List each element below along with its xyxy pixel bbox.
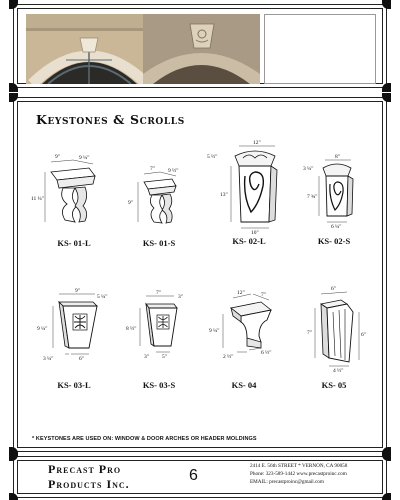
dimension-label: 9" bbox=[55, 154, 60, 160]
dimension-label: 7 ¾" bbox=[307, 194, 318, 200]
frame-corner bbox=[382, 93, 391, 102]
dimension-label: 7" bbox=[261, 292, 266, 298]
dimension-label: 2 ½" bbox=[223, 354, 234, 360]
keystone-arch-photo bbox=[26, 14, 153, 84]
footer-frame bbox=[13, 456, 387, 498]
section-title: Keystones & Scrolls bbox=[36, 112, 185, 127]
frame-corner bbox=[9, 493, 18, 500]
dimension-label: 3 ¼" bbox=[43, 356, 54, 362]
product-ks-03-s bbox=[114, 284, 204, 394]
ks-03-s-drawing bbox=[114, 284, 204, 374]
photo-strip-frame bbox=[13, 4, 387, 88]
dimension-label: 11 ¼" bbox=[31, 196, 45, 202]
product-ks-02-s bbox=[289, 146, 379, 256]
dimension-label: 3 ¼" bbox=[303, 166, 314, 172]
product-ks-05 bbox=[289, 278, 379, 388]
dimension-label: 6" bbox=[331, 286, 336, 292]
ks-02-s-drawing bbox=[289, 146, 379, 236]
frame-corner bbox=[9, 0, 18, 9]
product-code: KS- 02-L bbox=[232, 236, 266, 246]
company-name-line-1: Precast Pro bbox=[48, 462, 122, 476]
dimension-label: 6" bbox=[361, 332, 366, 338]
dimension-label: 7" bbox=[307, 330, 312, 336]
dimension-label: 6 ½" bbox=[261, 350, 272, 356]
frame-corner bbox=[9, 83, 18, 92]
dimension-label: 13" bbox=[220, 192, 228, 198]
page-number: 6 bbox=[189, 467, 198, 484]
dimension-label: 8 ½" bbox=[126, 326, 137, 332]
product-ks-01-s bbox=[114, 146, 204, 256]
dimension-label: 12" bbox=[253, 140, 261, 146]
dimension-label: 9 ¼" bbox=[79, 155, 90, 161]
dimension-label: 5 ¼" bbox=[97, 294, 108, 300]
product-ks-02-l bbox=[199, 136, 289, 246]
product-ks-03-l bbox=[29, 284, 119, 394]
phone-website-text: Phone: 323-589-1442 www.precastproinc.com bbox=[250, 470, 347, 477]
frame-corner bbox=[9, 93, 18, 102]
usage-note: * KEYSTONES ARE USED ON: WINDOW & DOOR ARCHES OR HEADER MOLDINGS bbox=[32, 436, 257, 442]
product-code: KS- 05 bbox=[321, 380, 347, 390]
address-text: 2414 E. 56th STREET * VERNON, CA 90058 bbox=[250, 463, 348, 469]
product-ks-04 bbox=[199, 284, 289, 394]
ks-05-drawing bbox=[289, 278, 379, 374]
dimension-label: 10" bbox=[251, 230, 259, 236]
frame-corner bbox=[382, 452, 391, 461]
dimension-label: 5 ½" bbox=[207, 154, 218, 160]
dimension-label: 6 ¼" bbox=[331, 224, 342, 230]
product-code: KS- 03-L bbox=[57, 380, 91, 390]
product-code: KS- 01-L bbox=[57, 238, 91, 248]
frame-corner bbox=[382, 83, 391, 92]
dimension-label: 8" bbox=[335, 154, 340, 160]
dimension-label: 9 ¼" bbox=[209, 328, 220, 334]
ks-04-drawing bbox=[199, 284, 289, 374]
ks-01-l-drawing bbox=[29, 146, 119, 236]
dimension-label: 12" bbox=[237, 290, 245, 296]
dimension-label: 9 ¼" bbox=[37, 326, 48, 332]
frame-corner bbox=[9, 452, 18, 461]
email-text: EMAIL: precastproinc@gmail.com bbox=[250, 478, 324, 485]
product-code: KS- 04 bbox=[231, 380, 257, 390]
ks-01-s-drawing bbox=[114, 146, 204, 236]
product-code: KS- 03-S bbox=[142, 380, 176, 390]
dimension-label: 6" bbox=[79, 356, 84, 362]
product-ks-01-l bbox=[29, 146, 119, 256]
frame-corner bbox=[382, 0, 391, 9]
contact-block bbox=[250, 463, 347, 486]
company-name-line-2: Products Inc. bbox=[48, 477, 130, 491]
keystone-closeup-photo bbox=[143, 14, 260, 84]
company-name bbox=[48, 462, 130, 492]
blank-photo-panel bbox=[264, 14, 376, 84]
dimension-label: 4 ½" bbox=[333, 368, 344, 374]
frame-corner bbox=[382, 493, 391, 500]
dimension-label: 7" bbox=[150, 166, 155, 172]
dimension-label: 7" bbox=[156, 290, 161, 296]
ks-02-l-drawing bbox=[199, 136, 299, 236]
ks-03-l-drawing bbox=[29, 284, 119, 374]
product-code: KS- 01-S bbox=[142, 238, 176, 248]
catalog-panel bbox=[13, 97, 387, 452]
dimension-label: 9" bbox=[75, 288, 80, 294]
dimension-label: 5" bbox=[162, 354, 167, 360]
dimension-label: 9 ½" bbox=[168, 168, 179, 174]
dimension-label: 9" bbox=[128, 200, 133, 206]
product-code: KS- 02-S bbox=[317, 236, 351, 246]
dimension-label: 3" bbox=[144, 354, 149, 360]
dimension-label: 3" bbox=[178, 294, 183, 300]
